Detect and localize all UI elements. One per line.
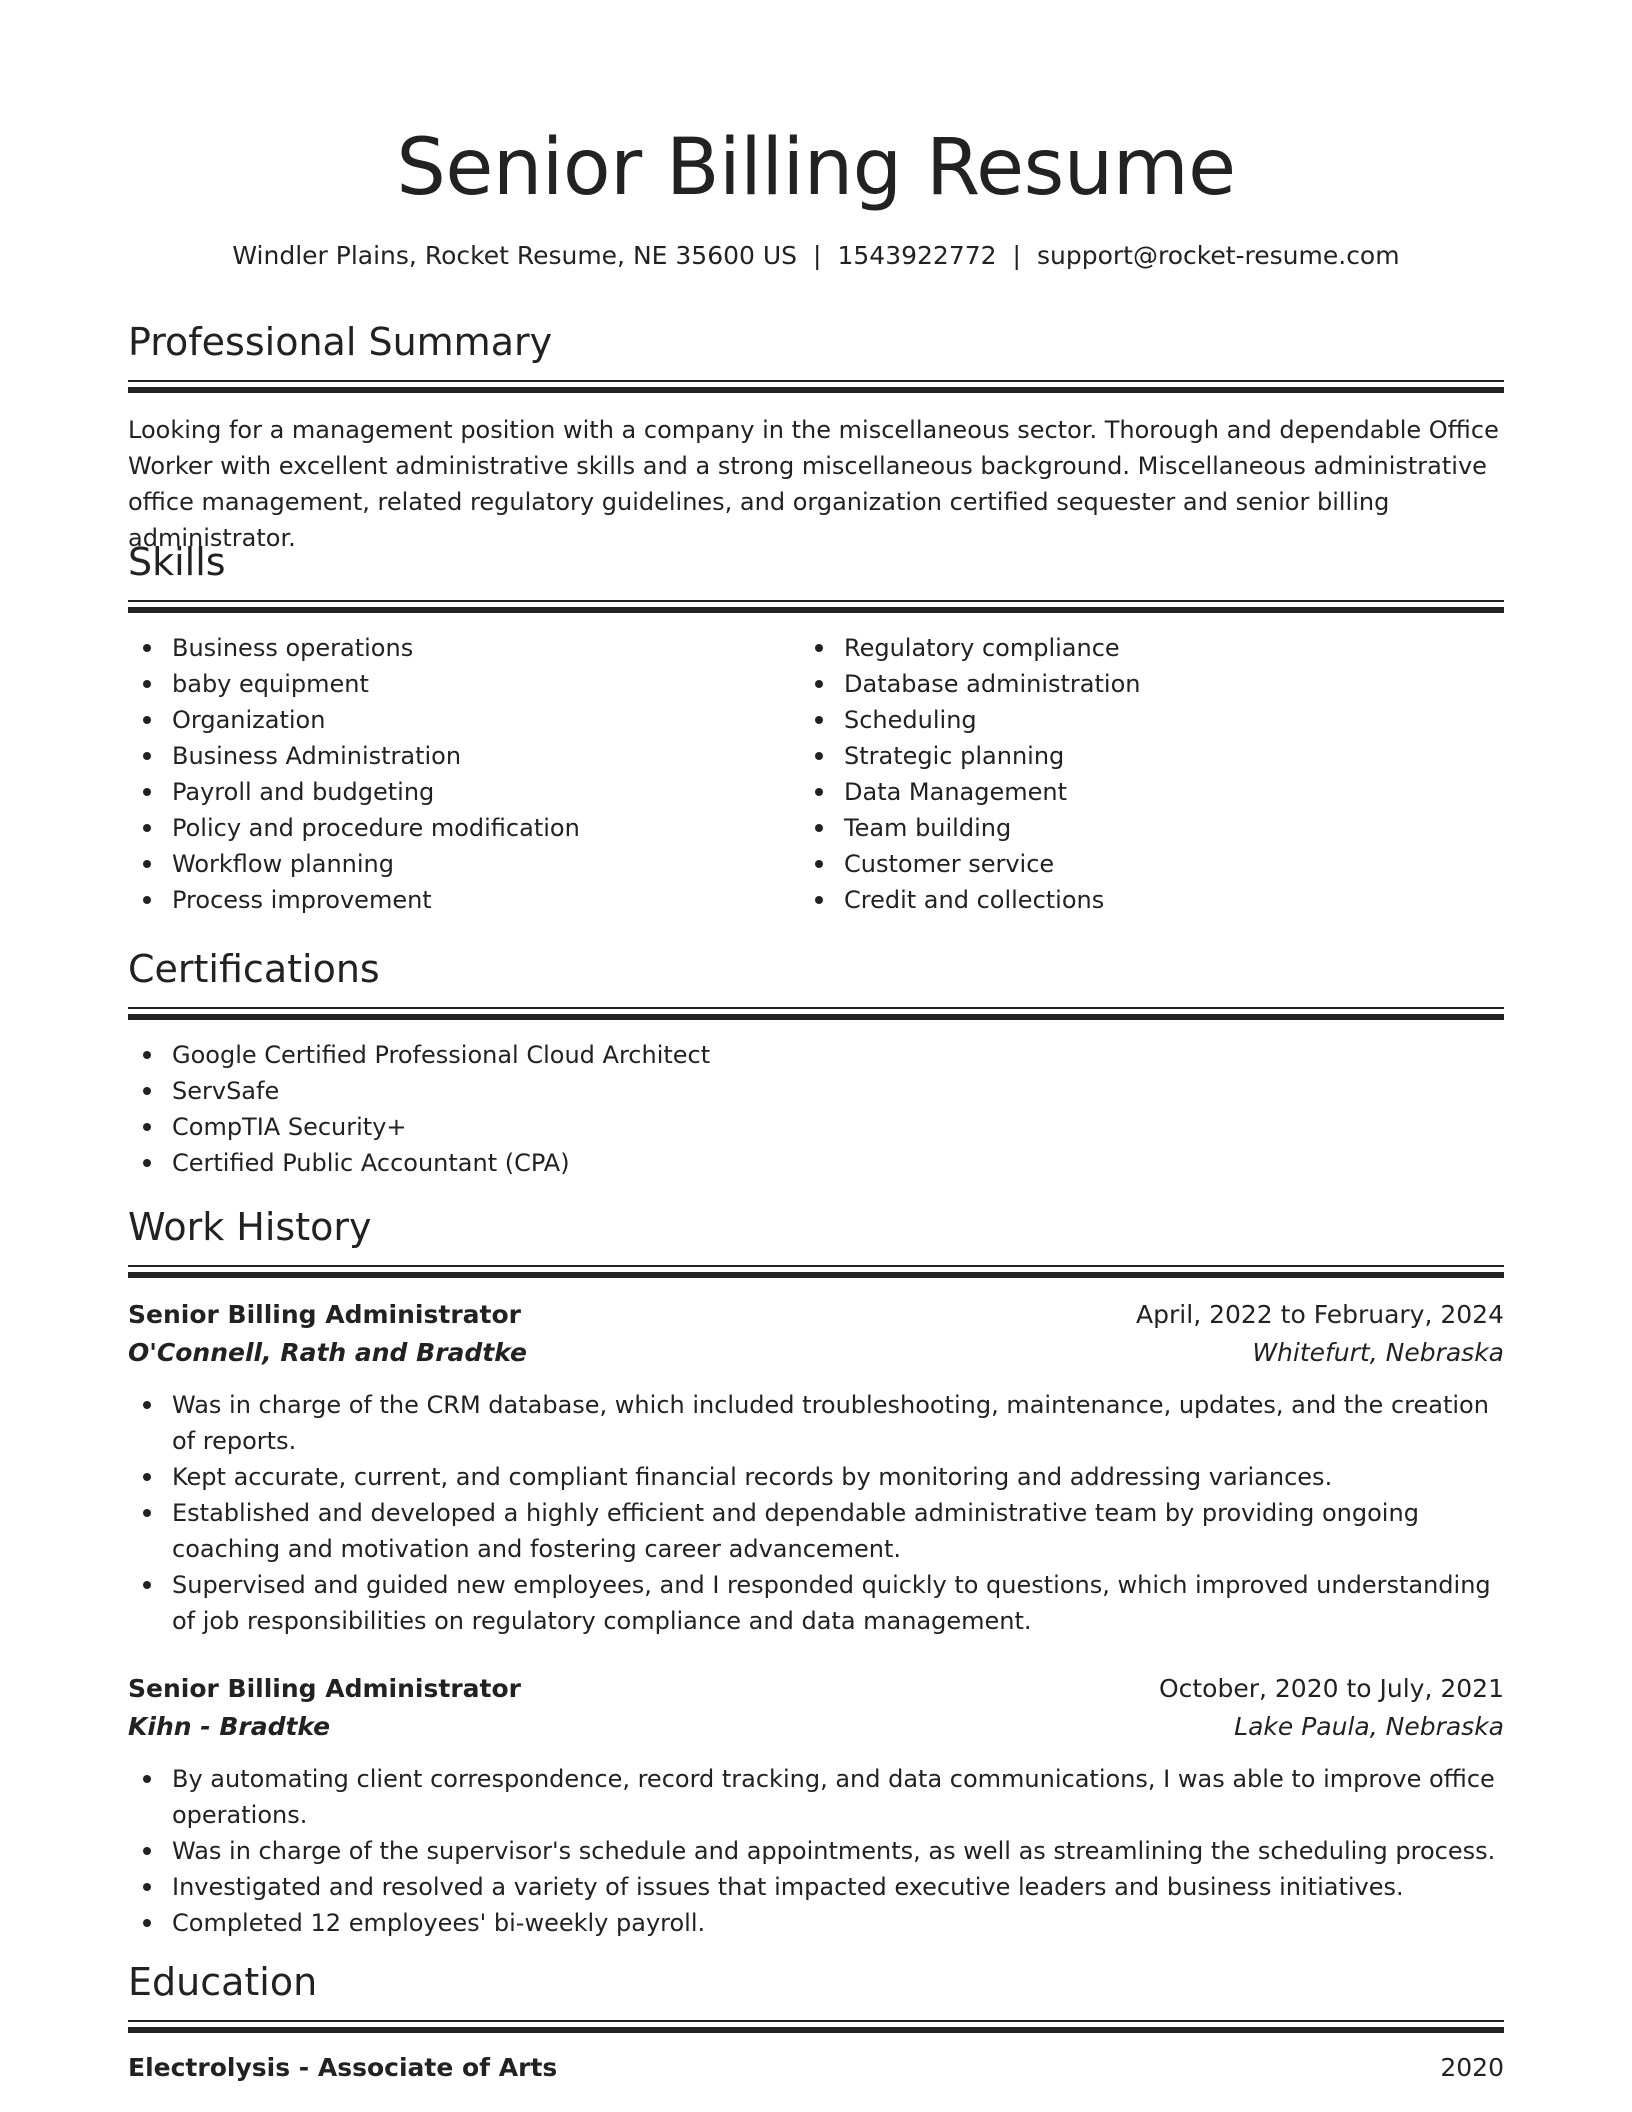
job-duty-item: Kept accurate, current, and compliant financial records by monitoring and addressing variances. [172,1459,1504,1495]
contact-line [128,238,1504,274]
contact-address: Windler Plains, Rocket Resume, NE 35600 US [232,241,798,270]
summary-text: Looking for a management position with a company in the miscellaneous sector. Thorough and dependable Office Worker with excellent administrative skills and a strong miscellaneous background. Miscellaneous administrative office management, related regulatory guidelines, and organization certified sequester and senior billing administrator. [128,416,1499,552]
section-divider [128,1007,1504,1021]
job-company: Kihn - Bradtke [128,1712,331,1741]
skill-item: Payroll and budgeting [172,774,768,810]
work-history-heading: Work History [128,1205,372,1249]
certifications-list [128,1037,1504,1181]
certification-item: CompTIA Security+ [172,1109,1504,1145]
job-entry [128,1297,1504,1639]
skill-item: Database administration [844,666,1440,702]
education-entry [128,2050,1504,2090]
job-duty-item: Completed 12 employees' bi-weekly payroll. [172,1905,1504,1941]
job-title: Senior Billing Administrator [128,1300,521,1329]
education-section [128,1956,1504,2090]
work-history-section [128,1201,1504,1941]
job-title: Senior Billing Administrator [128,1674,521,1703]
contact-phone: 1543922772 [837,241,997,270]
skill-item: Business Administration [172,738,768,774]
skill-item: Customer service [844,846,1440,882]
section-divider [128,1265,1504,1279]
education-heading: Education [128,1960,318,2004]
skill-item: Policy and procedure modification [172,810,768,846]
section-divider [128,600,1504,614]
job-duty-item: Investigated and resolved a variety of issues that impacted executive leaders and business initiatives. [172,1869,1504,1905]
certifications-heading: Certifications [128,947,380,991]
job-duties-list [128,1761,1504,1941]
job-duties-list [128,1387,1504,1639]
contact-separator: | [813,241,822,270]
skill-item: Business operations [172,630,768,666]
job-dates: October, 2020 to July, 2021 [1158,1674,1504,1703]
job-duty-item: Established and developed a highly efficient and dependable administrative team by providing ongoing coaching and motivation and fostering career advancement. [172,1495,1504,1567]
summary-section [128,316,1504,556]
education-year: 2020 [1440,2053,1504,2082]
job-location: Lake Paula, Nebraska [1234,1712,1504,1741]
certification-item: Google Certified Professional Cloud Architect [172,1037,1504,1073]
skill-item: Organization [172,702,768,738]
job-duty-item: Was in charge of the supervisor's schedule and appointments, as well as streamlining the scheduling process. [172,1833,1504,1869]
job-duty-item: Supervised and guided new employees, and I responded quickly to questions, which improved understanding of job responsibilities on regulatory compliance and data management. [172,1567,1504,1639]
skill-item: Workflow planning [172,846,768,882]
contact-separator: | [1012,241,1021,270]
summary-heading: Professional Summary [128,320,553,364]
education-degree: Electrolysis - Associate of Arts [128,2053,558,2082]
skill-item: Process improvement [172,882,768,918]
skill-item: Scheduling [844,702,1440,738]
job-duty-item: By automating client correspondence, record tracking, and data communications, I was able to improve office operations. [172,1761,1504,1833]
skills-heading: Skills [128,540,226,584]
job-duty-item: Was in charge of the CRM database, which included troubleshooting, maintenance, updates, and the creation of reports. [172,1387,1504,1459]
contact-email[interactable]: support@rocket-resume.com [1036,241,1400,270]
job-header [128,1671,1504,1747]
skills-section [128,536,1504,930]
certifications-section [128,943,1504,1181]
section-divider [128,380,1504,394]
section-divider [128,2020,1504,2034]
certification-item: ServSafe [172,1073,1504,1109]
job-header [128,1297,1504,1373]
skill-item: Team building [844,810,1440,846]
skill-item: Regulatory compliance [844,630,1440,666]
skills-column-right [800,630,1440,918]
job-entry [128,1671,1504,1941]
skill-item: Data Management [844,774,1440,810]
resume-title: Senior Billing Resume [396,123,1236,213]
job-dates: April, 2022 to February, 2024 [1136,1300,1504,1329]
skill-item: baby equipment [172,666,768,702]
skill-item: Strategic planning [844,738,1440,774]
skill-item: Credit and collections [844,882,1440,918]
skills-column-left [128,630,768,918]
certification-item: Certified Public Accountant (CPA) [172,1145,1504,1181]
skills-columns [128,630,1504,930]
job-company: O'Connell, Rath and Bradtke [128,1338,527,1367]
job-location: Whitefurt, Nebraska [1252,1338,1504,1367]
